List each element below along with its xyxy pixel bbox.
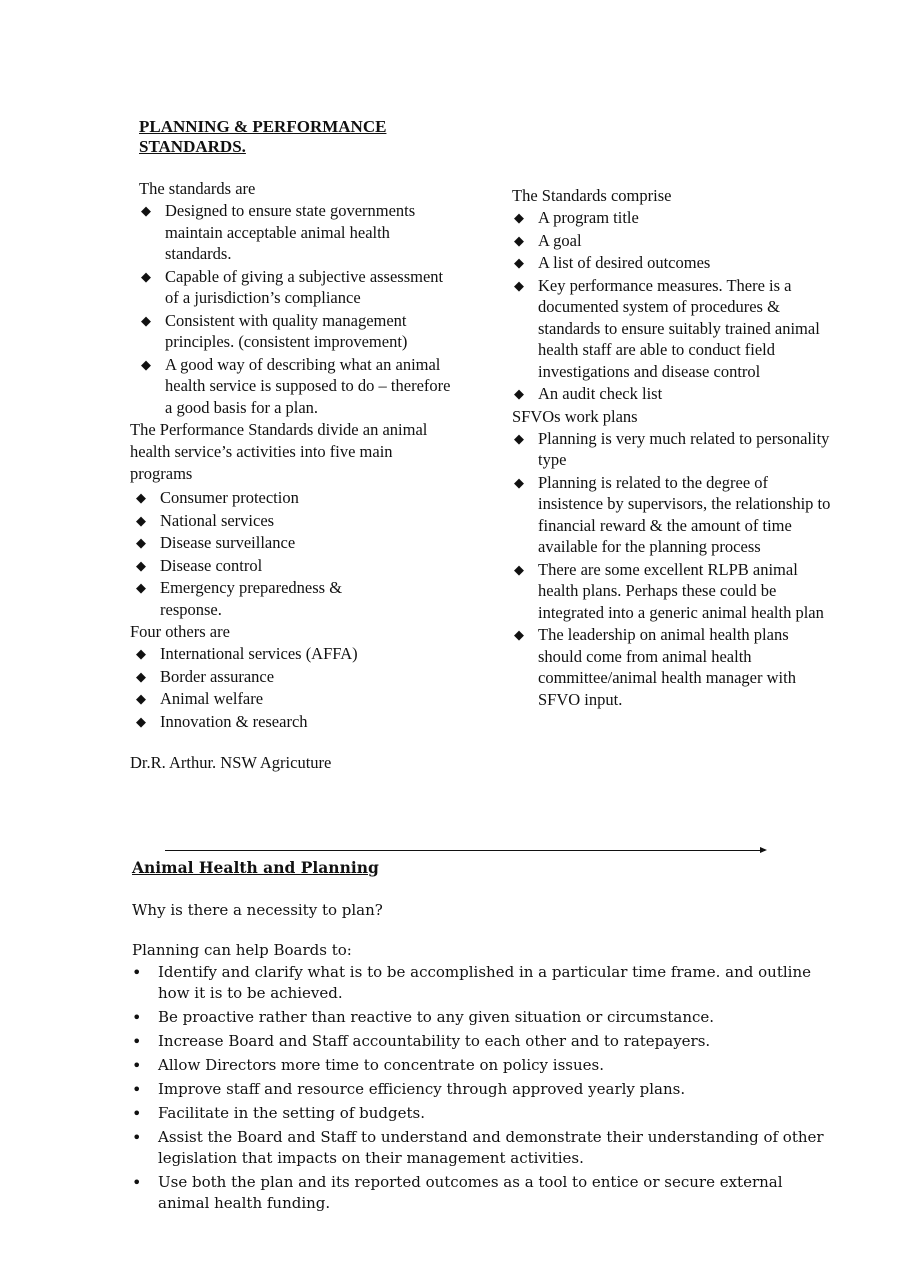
list-item: ◆ Border assurance: [136, 666, 275, 686]
sfvo-list: [512, 428, 832, 711]
section-title-line: PLANNING & PERFORMANCE: [139, 117, 387, 136]
list-item: ◆ Emergency preparedness & response.: [136, 578, 343, 619]
list-item: ◆ Planning is related to the degree of insistence by supervisors, the relationship to financial reward & the amount of time available for the planning process: [514, 472, 831, 556]
left-column: [130, 178, 460, 774]
diamond-bullet-icon: ◆: [514, 430, 524, 446]
standards-list: [139, 200, 460, 418]
diamond-bullet-icon: ◆: [514, 474, 524, 490]
diamond-bullet-icon: ◆: [514, 386, 524, 401]
list-item: ◆ Disease surveillance: [136, 533, 296, 552]
list-item: • Assist the Board and Staff to understand and demonstrate their understanding of other legislation that impacts on their management activities.: [132, 1128, 824, 1167]
list-item: ◆ A goal: [514, 230, 582, 250]
bullet-icon: •: [132, 1008, 142, 1027]
list-item: ◆ Animal welfare: [136, 689, 264, 708]
section-title: [139, 117, 459, 157]
standards-intro: The standards are: [139, 179, 256, 198]
list-item: ◆ A good way of describing what an animal health service is supposed to do – therefore a good basis for a plan.: [141, 354, 451, 417]
diamond-bullet-icon: ◆: [514, 255, 524, 270]
bullet-icon: •: [132, 1032, 142, 1051]
list-item: ◆ There are some excellent RLPB animal health plans. Perhaps these could be integrated into a generic animal health plan: [514, 559, 824, 622]
list-item: • Use both the plan and its reported outcomes as a tool to entice or secure external animal health funding.: [132, 1173, 783, 1212]
diamond-bullet-icon: ◆: [514, 561, 524, 577]
diamond-bullet-icon: ◆: [136, 580, 146, 595]
list-item: • Be proactive rather than reactive to any given situation or circumstance.: [132, 1008, 715, 1027]
section-divider: [165, 850, 765, 851]
bullet-icon: •: [132, 1173, 142, 1192]
list-item: ◆ A list of desired outcomes: [514, 253, 711, 272]
diamond-bullet-icon: ◆: [136, 713, 146, 729]
list-item: ◆ Capable of giving a subjective assessment of a jurisdiction’s compliance: [141, 266, 444, 307]
list-item: ◆ Key performance measures. There is a documented system of procedures & standards to ensure suitably trained animal health staff are able to conduct field investigations and disease control: [514, 275, 820, 381]
list-item: ◆ Disease control: [136, 555, 263, 575]
list-item: • Increase Board and Staff accountability to each other and to ratepayers.: [132, 1032, 711, 1051]
bullet-icon: •: [132, 1128, 142, 1147]
list-item: ◆ A program title: [514, 208, 639, 227]
diamond-bullet-icon: ◆: [136, 490, 146, 505]
diamond-bullet-icon: ◆: [514, 232, 524, 248]
animal-health-section: [132, 858, 832, 1217]
list-item: ◆ An audit check list: [514, 384, 663, 403]
diamond-bullet-icon: ◆: [141, 268, 151, 284]
sfvo-intro: SFVOs work plans: [512, 406, 638, 426]
programs-intro: The Performance Standards divide an animal health service’s activities into five main programs: [130, 420, 428, 483]
bullet-icon: •: [132, 1080, 142, 1099]
planning-intro: Planning can help Boards to:: [132, 941, 352, 959]
list-item: • Allow Directors more time to concentrate on policy issues.: [132, 1056, 604, 1075]
diamond-bullet-icon: ◆: [514, 210, 524, 225]
author-credit: Dr.R. Arthur. NSW Agricuture: [130, 753, 332, 772]
section-title: Animal Health and Planning: [132, 858, 379, 877]
diamond-bullet-icon: ◆: [514, 627, 524, 642]
bullet-icon: •: [132, 963, 142, 982]
right-column: [512, 185, 832, 711]
list-item: ◆ The leadership on animal health plans should come from animal health committee/animal health manager with SFVO input.: [514, 625, 796, 709]
diamond-bullet-icon: ◆: [136, 668, 146, 684]
diamond-bullet-icon: ◆: [136, 646, 146, 661]
list-item: • Identify and clarify what is to be accomplished in a particular time frame. and outline how it is to be achieved.: [132, 963, 811, 1002]
programs-list: [134, 487, 460, 620]
list-item: • Facilitate in the setting of budgets.: [132, 1104, 425, 1123]
list-item: ◆ Consumer protection: [136, 488, 299, 507]
diamond-bullet-icon: ◆: [136, 557, 146, 573]
list-item: ◆ Consistent with quality management principles. (consistent improvement): [141, 310, 408, 351]
section-title-line: STANDARDS.: [139, 137, 246, 156]
comprise-intro: The Standards comprise: [512, 186, 672, 205]
list-item: ◆ Innovation & research: [136, 711, 308, 731]
list-item: ◆ Planning is very much related to personality type: [514, 428, 830, 469]
others-intro: Four others are: [130, 622, 230, 641]
diamond-bullet-icon: ◆: [136, 512, 146, 528]
bullet-icon: •: [132, 1056, 142, 1075]
diamond-bullet-icon: ◆: [141, 356, 151, 372]
diamond-bullet-icon: ◆: [514, 277, 524, 293]
others-list: [134, 643, 460, 732]
list-item: ◆ National services: [136, 510, 275, 530]
diamond-bullet-icon: ◆: [136, 691, 146, 706]
bullet-icon: •: [132, 1104, 142, 1123]
list-item: ◆ Designed to ensure state governments maintain acceptable animal health standards.: [141, 201, 416, 263]
planning-benefits-list: [132, 962, 832, 1214]
comprise-list: [512, 207, 832, 405]
list-item: ◆ International services (AFFA): [136, 644, 358, 663]
question-text: Why is there a necessity to plan?: [132, 901, 383, 919]
list-item: • Improve staff and resource efficiency through approved yearly plans.: [132, 1080, 686, 1099]
diamond-bullet-icon: ◆: [141, 312, 151, 328]
diamond-bullet-icon: ◆: [136, 535, 146, 550]
diamond-bullet-icon: ◆: [141, 203, 151, 218]
